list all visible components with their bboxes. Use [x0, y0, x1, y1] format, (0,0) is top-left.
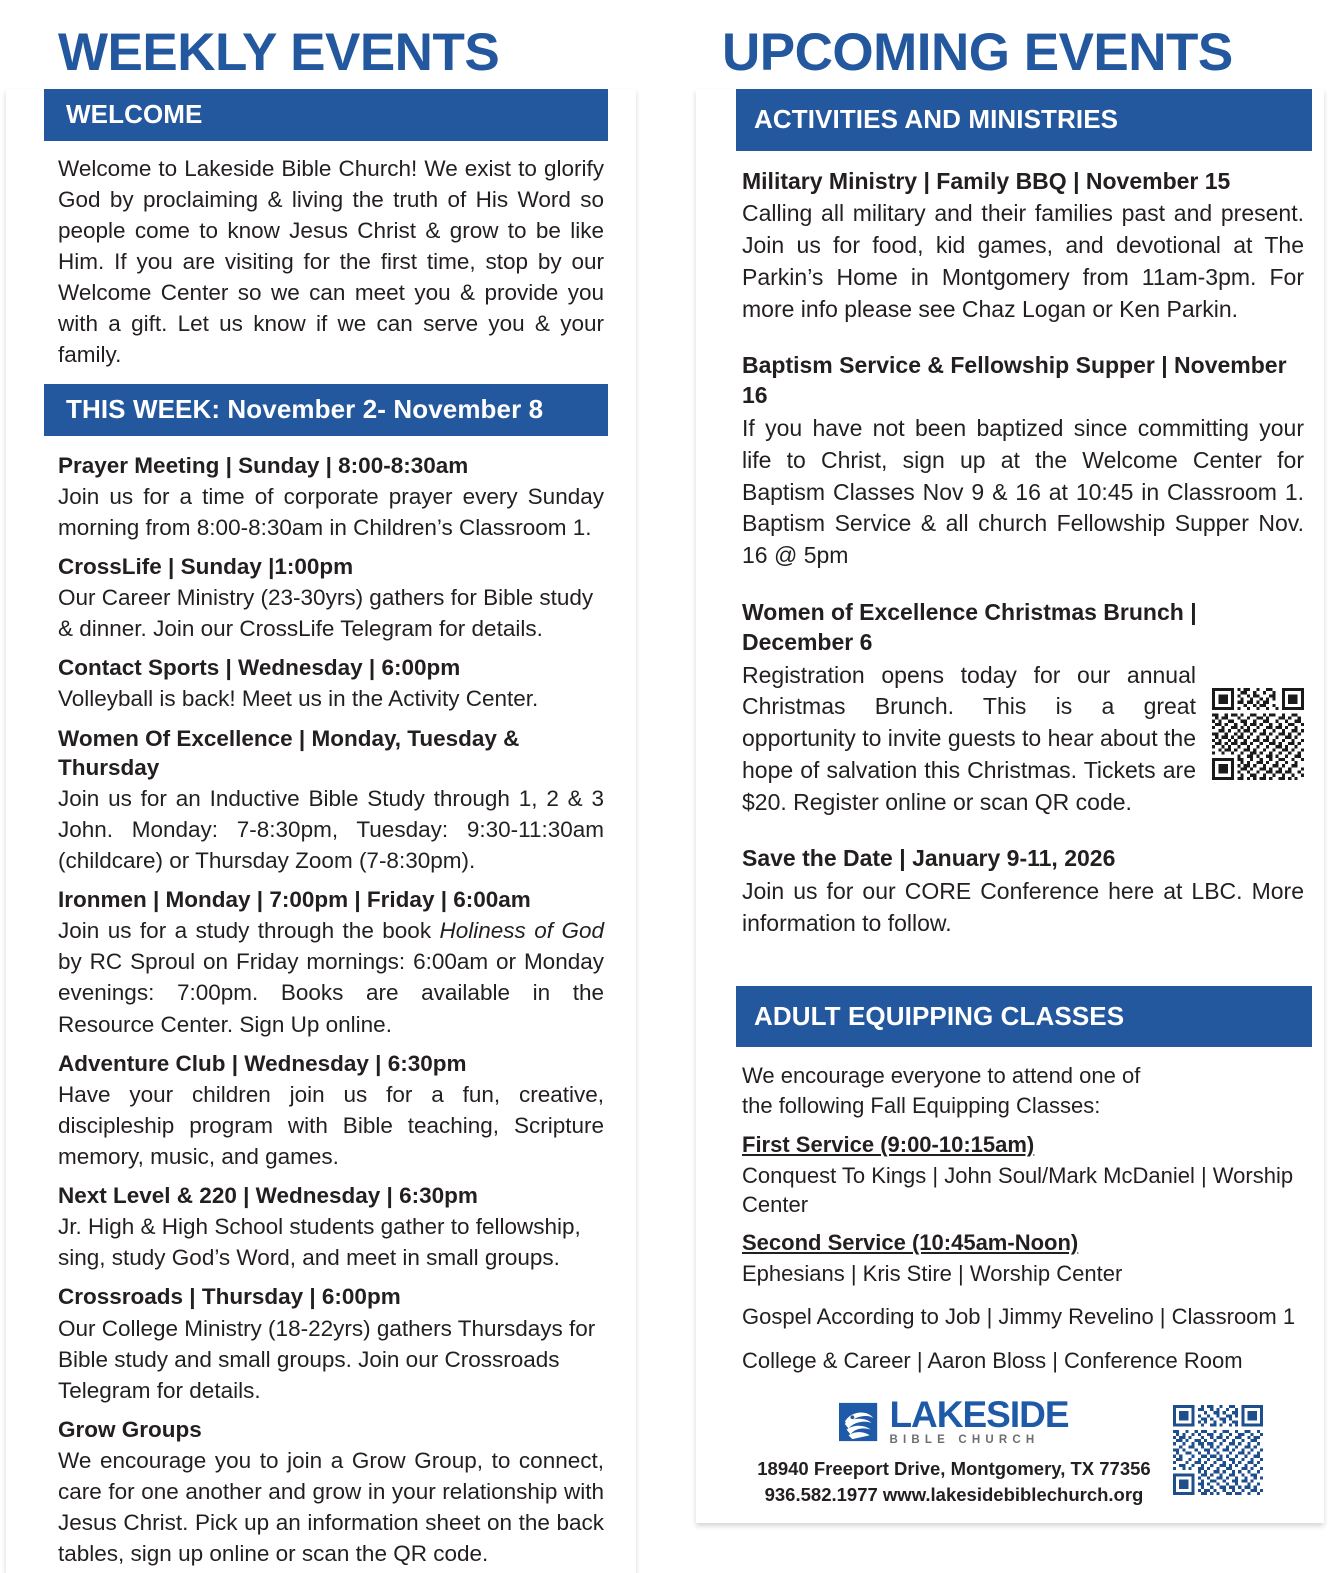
- adult-equipping-body: [696, 1047, 1324, 1375]
- church-contact: 936.582.1977 www.lakesidebiblechurch.org: [764, 1484, 1144, 1506]
- equipping-intro-line2: the following Fall Equipping Classes:: [742, 1092, 1101, 1118]
- event-description: We encourage you to join a Grow Group, to connect, care for one another and grow in your relationship with Jesus Christ. Pick up an information sheet on the back tables, sign up online or scan the QR code.: [58, 1447, 604, 1567]
- section-spacer: [696, 950, 1324, 986]
- event-crosslife: [58, 543, 604, 644]
- event-title: CrossLife | Sunday |1:00pm: [58, 553, 354, 579]
- upcoming-event-description: Calling all military and their families past and present. Join us for food, kid games, and devotional at The Parkin’s Home in Montgomery from 11am-3pm. For more info please see Chaz Logan or Ken Parkin.: [742, 200, 1304, 322]
- event-ironmen: [58, 876, 604, 1039]
- this-week-section-header: THIS WEEK: November 2- November 8: [44, 384, 608, 436]
- activities-ministries-header: ACTIVITIES AND MINISTRIES: [736, 89, 1312, 151]
- footer-main-block: [757, 1393, 1151, 1509]
- event-contact-sports: [58, 644, 604, 714]
- book-title: Holiness of God: [439, 918, 604, 944]
- event-description: Join us for a time of corporate prayer every Sunday morning from 8:00-8:30am in Children’s Classroom 1.: [58, 483, 604, 540]
- upcoming-event-military-ministry: [742, 151, 1304, 346]
- event-description: Have your children join us for a fun, creative, discipleship program with Bible teaching, Scripture memory, music, and games.: [58, 1081, 604, 1169]
- activities-body: [696, 151, 1324, 950]
- event-description: Volleyball is back! Meet us in the Activity Center.: [58, 686, 539, 712]
- upcoming-events-panel: [696, 89, 1324, 1523]
- event-desc-part2: by RC Sproul on Friday mornings: 6:00am or Monday evenings: 7:00pm. Books are available in the Resource Center. Sign Up online.: [58, 949, 604, 1037]
- event-description: Our College Ministry (18-22yrs) gathers Thursdays for Bible study and small groups. Join our Crossroads Telegram for details.: [58, 1315, 596, 1403]
- this-week-events-list: [6, 436, 636, 1570]
- upcoming-event-description: Registration opens today for our annual Christmas Brunch. This is a great opportunity to invite guests to hear about the hope of salvation this Christmas. Tickets are $20. Register online or scan QR code.: [742, 661, 1196, 815]
- service-heading: First Service (9:00-10:15am): [742, 1131, 1035, 1157]
- welcome-section-header: WELCOME: [44, 89, 608, 141]
- upcoming-event-title: Women of Excellence Christmas Brunch | December 6: [742, 598, 1197, 655]
- service-heading: Second Service (10:45am-Noon): [742, 1230, 1079, 1256]
- welcome-body: [6, 141, 636, 384]
- upcoming-event-title: Save the Date | January 9-11, 2026: [742, 845, 1116, 872]
- upcoming-event-description: If you have not been baptized since committing your life to Christ, sign up at the Welcome Center for Baptism Classes Nov 9 & 16 at 10:45 in Classroom 1. Baptism Service & all church Fellowship Supper Nov. 16 @ 5pm: [742, 415, 1304, 569]
- church-website-qr-code-icon: [1173, 1405, 1263, 1495]
- event-prayer-meeting: [58, 442, 604, 543]
- logo-subtitle: BIBLE CHURCH: [889, 1434, 1040, 1447]
- class-listing: College & Career | Aaron Bloss | Conference Room: [742, 1347, 1243, 1373]
- event-description: Join us for an Inductive Bible Study through 1, 2 & 3 John. Monday: 7-8:30pm, Tuesday: 9:30-11:30am (childcare) or Thursday Zoom (7-8:30pm).: [58, 786, 604, 874]
- weekly-events-title: WEEKLY EVENTS: [58, 23, 500, 82]
- weekly-events-panel: [6, 89, 636, 1573]
- upcoming-event-christmas-brunch: [742, 592, 1304, 838]
- event-title: Crossroads | Thursday | 6:00pm: [58, 1284, 401, 1310]
- brunch-row: [742, 660, 1304, 819]
- event-description: Our Career Ministry (23-30yrs) gathers for Bible study & dinner. Join our CrossLife Telegram for details.: [58, 585, 594, 642]
- upcoming-event-title: Military Ministry | Family BBQ | November 15: [742, 167, 1231, 194]
- first-service-block: [742, 1121, 1304, 1220]
- lakeside-logo: [757, 1393, 1150, 1447]
- lakeside-fish-logo-icon: [839, 1401, 881, 1443]
- equipping-intro: [742, 1047, 1304, 1120]
- class-listing: Ephesians | Kris Stire | Worship Center: [742, 1261, 1123, 1287]
- welcome-paragraph: Welcome to Lakeside Bible Church! We exist to glorify God by proclaiming & living the truth of His Word so people come to know Jesus Christ & grow to be like Him. If you are visiting for the first time, stop by our Welcome Center so we can meet you & provide you with a gift. Let us know if we can serve you & your family.: [58, 155, 604, 367]
- event-title: Next Level & 220 | Wednesday | 6:30pm: [58, 1182, 478, 1208]
- adult-equipping-classes-header: ADULT EQUIPPING CLASSES: [736, 986, 1312, 1048]
- upcoming-event-title: Baptism Service & Fellowship Supper | November 16: [742, 352, 1287, 409]
- event-title: Prayer Meeting | Sunday | 8:00-8:30am: [58, 452, 469, 478]
- event-adventure-club: [58, 1040, 604, 1172]
- upcoming-events-title: UPCOMING EVENTS: [722, 23, 1233, 82]
- second-service-block: [742, 1219, 1304, 1375]
- event-title: Ironmen | Monday | 7:00pm | Friday | 6:00am: [58, 887, 531, 913]
- event-title: Women Of Excellence | Monday, Tuesday & Thursday: [58, 725, 520, 780]
- event-desc-part1: Join us for a study through the book: [58, 918, 440, 944]
- brunch-text-block: [742, 660, 1196, 819]
- upcoming-event-save-the-date: [742, 838, 1304, 949]
- logo-text-block: [889, 1393, 1069, 1447]
- christmas-brunch-qr-code-icon: [1212, 688, 1304, 780]
- upcoming-events-column: [688, 0, 1340, 1523]
- event-next-level-220: [58, 1172, 604, 1273]
- event-crossroads: [58, 1273, 604, 1405]
- class-listing: Conquest To Kings | John Soul/Mark McDaniel | Worship Center: [742, 1162, 1294, 1217]
- event-title: Grow Groups: [58, 1416, 202, 1442]
- church-footer: [696, 1375, 1324, 1519]
- equipping-intro-line1: We encourage everyone to attend one of: [742, 1063, 1141, 1089]
- footer-address-block: [757, 1447, 1150, 1510]
- weekly-events-column: [0, 0, 660, 1573]
- upcoming-event-baptism-service: [742, 345, 1304, 591]
- event-title: Contact Sports | Wednesday | 6:00pm: [58, 655, 461, 681]
- event-title: Adventure Club | Wednesday | 6:30pm: [58, 1050, 467, 1076]
- event-description: Jr. High & High School students gather to fellowship, sing, study God’s Word, and meet in small groups.: [58, 1214, 581, 1271]
- logo-wordmark: LAKESIDE: [889, 1393, 1069, 1435]
- class-listing: Gospel According to Job | Jimmy Revelino | Classroom 1: [742, 1304, 1296, 1330]
- church-address: 18940 Freeport Drive, Montgomery, TX 77356: [757, 1457, 1151, 1479]
- event-grow-groups: [58, 1406, 604, 1569]
- upcoming-event-description: Join us for our CORE Conference here at LBC. More information to follow.: [742, 878, 1304, 936]
- event-women-of-excellence: [58, 715, 604, 877]
- event-description: [58, 915, 604, 1039]
